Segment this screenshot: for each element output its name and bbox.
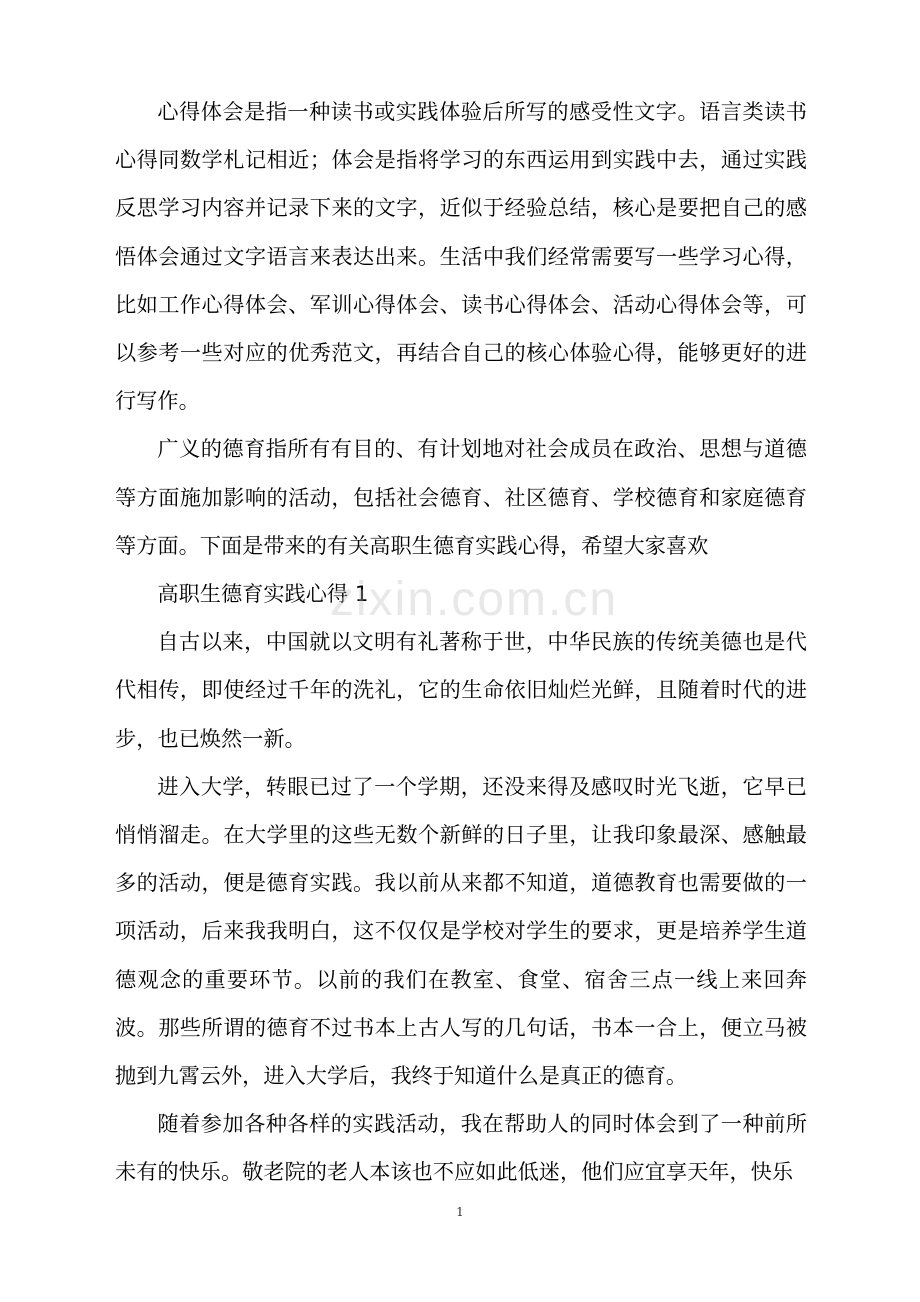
section-title: 高职生德育实践心得 1 — [157, 581, 369, 607]
document-body — [115, 88, 807, 1197]
section-paragraph-1: 自古以来，中国就以文明有礼著称于世，中华民族的传统美德也是代代相传，即使经过千年的洗礼，它的生命依旧灿烂光鲜，且随着时代的进步，也已焕然一新。 — [115, 629, 807, 751]
watermark: zixin.com.cn — [330, 573, 619, 626]
section-paragraph-3: 随着参加各种各样的实践活动，我在帮助人的同时体会到了一种前所未有的快乐。敬老院的老人本该也不应如此低迷，他们应宜享天年，快乐 — [115, 1111, 807, 1185]
section-paragraph-2: 进入大学，转眼已过了一个学期，还没来得及感叹时光飞逝，它早已悄悄溜走。在大学里的这些无数个新鲜的日子里，让我印象最深、感触最多的活动，便是德育实践。我以前从来都不知道，道德教育也需要做的一项活动，后来我我明白，这不仅仅是学校对学生的要求，更是培养学生道德观念的重要环节。以前的我们在教室、食堂、宿舍三点一线上来回奔波。那些所谓的德育不过书本上古人写的几句话，书本一合上，便立马被抛到九霄云外，进入大学后，我终于知道什么是真正的德育。 — [115, 773, 807, 1089]
intro-paragraph-2: 广义的德育指所有有目的、有计划地对社会成员在政治、思想与道德等方面施加影响的活动，包括社会德育、社区德育、学校德育和家庭德育等方面。下面是带来的有关高职生德育实践心得，希望大家喜欢 — [115, 436, 807, 558]
intro-paragraph-1: 心得体会是指一种读书或实践体验后所写的感受性文字。语言类读书心得同数学札记相近；体会是指将学习的东西运用到实践中去，通过实践反思学习内容并记录下来的文字，近似于经验总结，核心是要把自己的感悟体会通过文字语言来表达出来。生活中我们经常需要写一些学习心得，比如工作心得体会、军训心得体会、读书心得体会、活动心得体会等，可以参考一些对应的优秀范文，再结合自己的核心体验心得，能够更好的进行写作。 — [115, 99, 807, 414]
page-number: 1 — [456, 1205, 464, 1219]
